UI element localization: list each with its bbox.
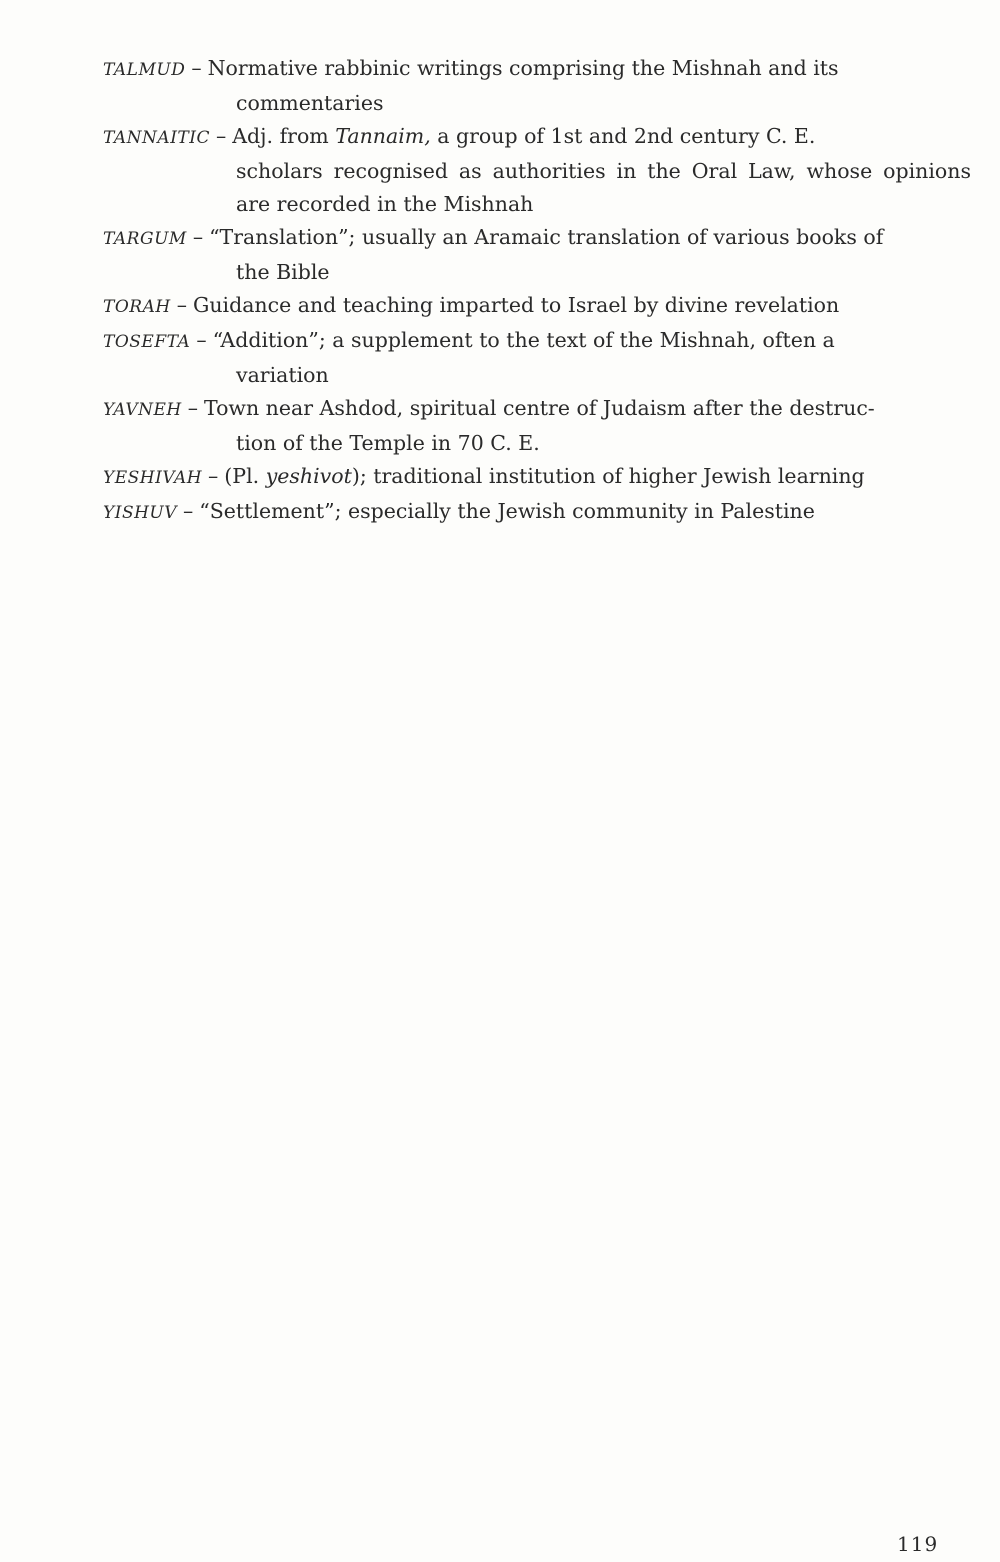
term-dash: –	[176, 293, 187, 317]
glossary-entry-yishuv	[103, 495, 971, 530]
glossary-entry-targum	[103, 221, 971, 289]
glossary-list	[103, 52, 971, 530]
glossary-term: TORAH	[103, 297, 171, 317]
glossary-definition: a group of 1st and 2nd century C. E.	[430, 124, 816, 148]
glossary-definition-continued: tion of the Temple in 70 C. E.	[236, 431, 540, 455]
glossary-entry-talmud	[103, 52, 971, 120]
glossary-entry-tosefta	[103, 324, 971, 392]
glossary-term: YESHIVAH	[103, 468, 203, 488]
term-dash: –	[191, 56, 202, 80]
glossary-entry-yeshivah	[103, 460, 971, 495]
glossary-entry-torah	[103, 289, 971, 324]
term-dash: –	[192, 225, 204, 249]
glossary-definition: Town near Ashdod, spiritual centre of Judaism after the destruc-	[203, 396, 875, 420]
term-dash: –	[196, 328, 207, 352]
glossary-term: YAVNEH	[103, 400, 182, 420]
glossary-term: TANNAITIC	[103, 128, 210, 148]
glossary-definition: “Addition”; a supplement to the text of the Mishnah, often a	[212, 328, 835, 352]
glossary-term: TALMUD	[103, 60, 186, 80]
glossary-entry-tannaitic	[103, 120, 971, 221]
term-dash: –	[183, 499, 194, 523]
glossary-definition: “Settlement”; especially the Jewish community in Palestine	[199, 499, 815, 523]
glossary-definition-italic: Tannaim,	[335, 124, 431, 148]
glossary-definition-continued: scholars recognised as authorities in the Oral Law, whose opinions are recorded in the Mishnah	[236, 159, 971, 216]
term-dash: –	[216, 124, 227, 148]
glossary-term: TARGUM	[103, 229, 187, 249]
glossary-term: TOSEFTA	[103, 332, 191, 352]
glossary-definition-continued: commentaries	[236, 91, 384, 115]
glossary-definition: Guidance and teaching imparted to Israel by divine revelation	[192, 293, 840, 317]
page-number: 119	[897, 1532, 939, 1556]
glossary-definition-continued: variation	[236, 363, 329, 387]
glossary-definition: “Translation”; usually an Aramaic translation of various books of	[209, 225, 884, 249]
glossary-definition: Normative rabbinic writings comprising the Mishnah and its	[207, 56, 839, 80]
glossary-definition: Adj. from	[232, 124, 336, 148]
glossary-definition-italic: yeshivot	[265, 464, 352, 488]
term-dash: –	[208, 464, 219, 488]
glossary-entry-yavneh	[103, 392, 971, 460]
glossary-definition-continued: the Bible	[236, 260, 330, 284]
glossary-definition: ); traditional institution of higher Jewish learning	[351, 464, 865, 488]
term-dash: –	[187, 396, 198, 420]
glossary-definition: (Pl.	[224, 464, 266, 488]
glossary-term: YISHUV	[103, 503, 178, 523]
